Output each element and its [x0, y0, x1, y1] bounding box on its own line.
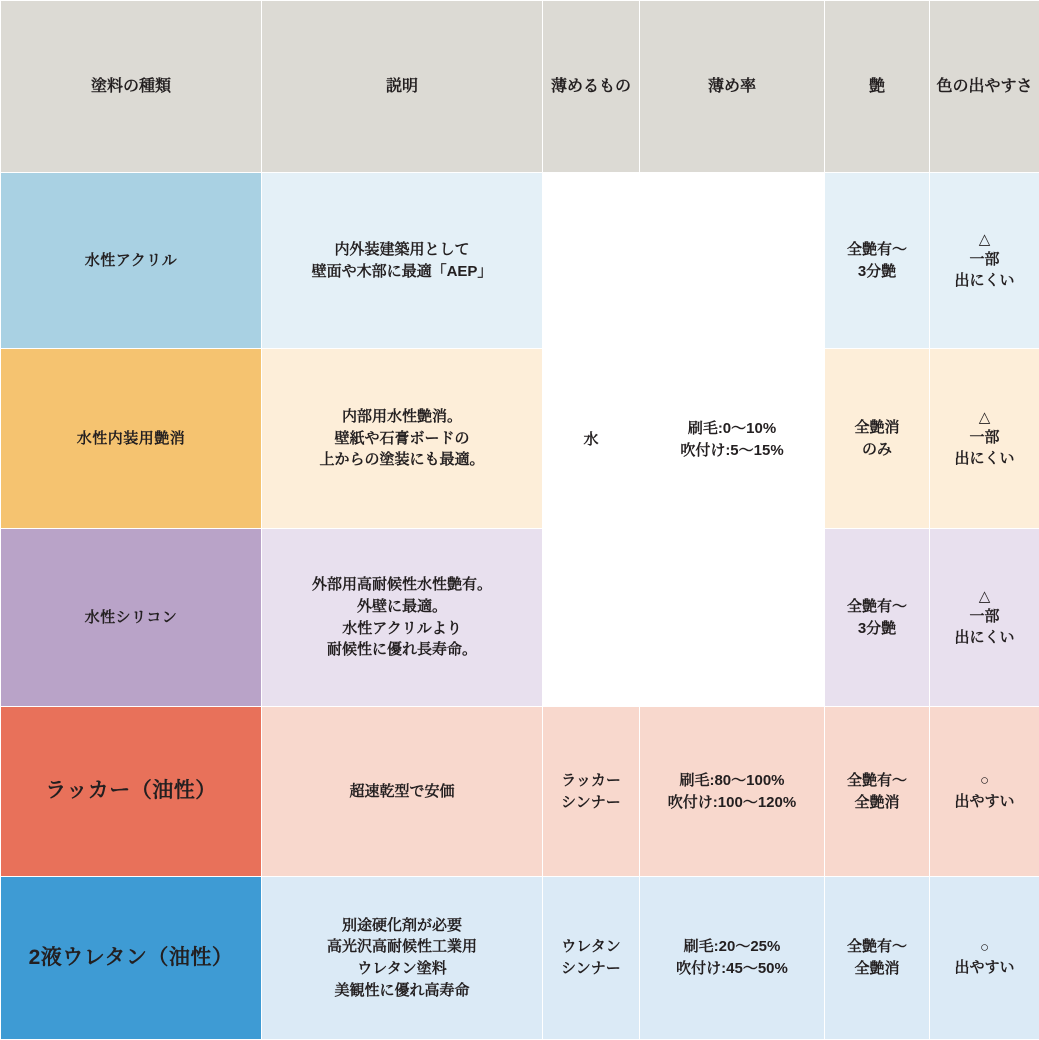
header-paint-type: 塗料の種類 [1, 1, 262, 173]
cell-description: 外部用高耐候性水性艶有。 外壁に最適。 水性アクリルより 耐候性に優れ長寿命。 [262, 529, 543, 707]
cell-color-ease [930, 529, 1039, 707]
table-row [1, 529, 1039, 707]
cell-thinner: ウレタン シンナー [543, 877, 640, 1040]
cell-gloss: 全艶有～ 全艶消 [825, 877, 930, 1040]
cell-description: 内部用水性艶消。 壁紙や石膏ボードの 上からの塗装にも最適。 [262, 349, 543, 529]
cell-color-ease [930, 707, 1039, 877]
cell-paint-type: ラッカー（油性） [1, 707, 262, 877]
color-ease-mark-icon: ○ [936, 771, 1033, 791]
cell-description: 内外装建築用として 壁面や木部に最適「AEP」 [262, 173, 543, 349]
table-row [1, 877, 1039, 1040]
header-color-ease: 色の出やすさ [930, 1, 1039, 173]
header-gloss: 艶 [825, 1, 930, 173]
cell-description: 超速乾型で安価 [262, 707, 543, 877]
cell-paint-type: 水性内装用艶消 [1, 349, 262, 529]
table-row [1, 707, 1039, 877]
color-ease-mark-icon: ○ [936, 938, 1033, 958]
cell-paint-type: 水性アクリル [1, 173, 262, 349]
cell-description: 別途硬化剤が必要 高光沢高耐候性工業用 ウレタン塗料 美観性に優れ高寿命 [262, 877, 543, 1040]
cell-gloss: 全艶消 のみ [825, 349, 930, 529]
cell-paint-type: 水性シリコン [1, 529, 262, 707]
cell-gloss: 全艶有～ 3分艶 [825, 173, 930, 349]
table-header-row [1, 1, 1039, 173]
color-ease-mark-icon: △ [936, 408, 1033, 428]
color-ease-text: 出やすい [936, 792, 1033, 812]
header-thinner: 薄めるもの [543, 1, 640, 173]
cell-gloss: 全艶有～ 3分艶 [825, 529, 930, 707]
color-ease-mark-icon: △ [936, 230, 1033, 250]
header-dilution-rate: 薄め率 [640, 1, 825, 173]
color-ease-mark-icon: △ [936, 587, 1033, 607]
table-row [1, 173, 1039, 349]
cell-dilution-rate: 刷毛:80～100% 吹付け:100～120% [640, 707, 825, 877]
color-ease-text: 一部 出にくい [936, 250, 1033, 291]
cell-dilution-rate: 刷毛:20～25% 吹付け:45～50% [640, 877, 825, 1040]
cell-gloss: 全艶有～ 全艶消 [825, 707, 930, 877]
color-ease-text: 出やすい [936, 958, 1033, 978]
header-description: 説明 [262, 1, 543, 173]
cell-color-ease [930, 877, 1039, 1040]
table-row [1, 349, 1039, 529]
color-ease-text: 一部 出にくい [936, 607, 1033, 648]
cell-thinner-water: 水 [543, 173, 640, 707]
cell-dilution-rate-water: 刷毛:0～10% 吹付け:5～15% [640, 173, 825, 707]
cell-color-ease [930, 173, 1039, 349]
color-ease-text: 一部 出にくい [936, 428, 1033, 469]
cell-paint-type: 2液ウレタン（油性） [1, 877, 262, 1040]
cell-thinner: ラッカー シンナー [543, 707, 640, 877]
cell-color-ease [930, 349, 1039, 529]
